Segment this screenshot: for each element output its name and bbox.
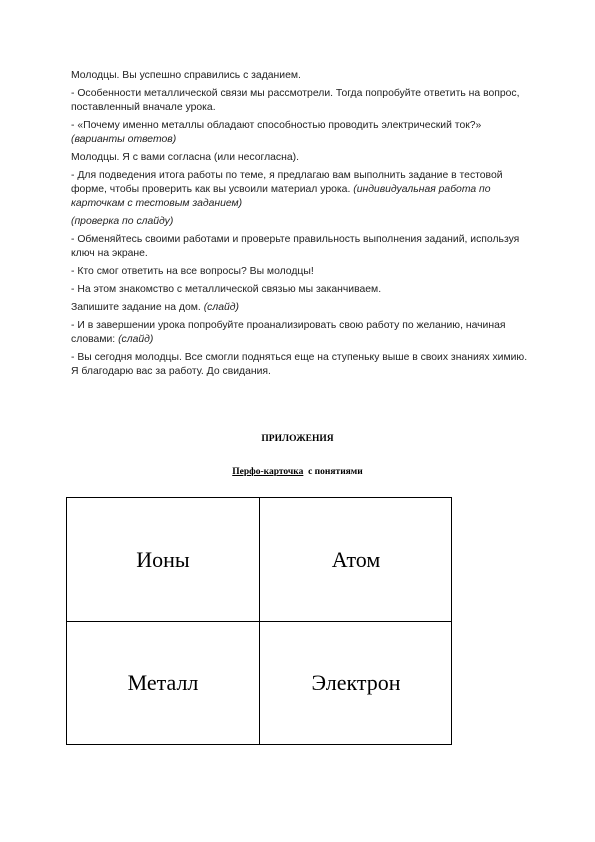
- card-title: [0, 467, 595, 477]
- paragraph: [71, 233, 531, 261]
- card-title-rest: с понятиями: [303, 467, 363, 477]
- paragraph: [71, 283, 531, 297]
- paragraph: [71, 301, 531, 315]
- paragraph-note: (слайд): [118, 334, 154, 345]
- paragraph-note: (слайд): [203, 302, 239, 313]
- card-cell-atom: Атом: [260, 498, 452, 622]
- paragraph-text: - Кто смог ответить на все вопросы? Вы молодцы!: [71, 266, 314, 277]
- paragraph-text: Запишите задание на дом.: [71, 302, 201, 313]
- card-cell-metal: Металл: [67, 622, 260, 744]
- paragraph-text: - Для подведения итога работы по теме, я предлагаю вам выполнить задание в тестовой форме, чтобы проверить как вы усвоили материал урока.: [71, 170, 503, 195]
- paragraph: [71, 265, 531, 279]
- concept-card-table: [66, 497, 452, 745]
- paragraph-note: (проверка по слайду): [71, 216, 174, 227]
- card-cell-electron: Электрон: [311, 670, 401, 695]
- paragraph-text: Молодцы. Вы успешно справились с заданием.: [71, 70, 301, 81]
- paragraph-note: (индивидуальная работа по карточкам с тестовым заданием): [71, 184, 491, 209]
- paragraph: [71, 87, 531, 115]
- paragraph-text: - Вы сегодня молодцы. Все смогли подняться еще на ступеньку выше в своих знаниях химию. Я благодарю вас за работу. До свидания.: [71, 352, 528, 377]
- paragraph-text: - Особенности металлической связи мы рассмотрели. Тогда попробуйте ответить на вопрос, поставленный вначале урока.: [71, 88, 520, 113]
- paragraph: [71, 215, 531, 229]
- paragraph: [71, 351, 531, 379]
- paragraph-text: - Обменяйтесь своими работами и проверьте правильность выполнения заданий, используя ключ на экране.: [71, 234, 520, 259]
- paragraph-text: - «Почему именно металлы обладают способностью проводить электрический ток?»: [71, 120, 482, 131]
- card-cell-ions: Ионы: [67, 498, 260, 622]
- paragraph: [71, 69, 531, 83]
- paragraph-text: Молодцы. Я с вами согласна (или несогласна).: [71, 152, 299, 163]
- paragraph: [71, 151, 531, 165]
- paragraph-text: - На этом знакомство с металлической связью мы заканчиваем.: [71, 284, 382, 295]
- paragraph: [71, 119, 531, 147]
- card-title-underlined: Перфо-карточка: [232, 467, 304, 477]
- paragraph-note: (варианты ответов): [71, 134, 177, 145]
- paragraph: [71, 169, 531, 211]
- paragraph-text: - И в завершении урока попробуйте проанализировать свою работу по желанию, начиная словами:: [71, 320, 506, 345]
- lesson-text: [71, 69, 531, 383]
- appendix-title: ПРИЛОЖЕНИЯ: [261, 434, 334, 444]
- paragraph: [71, 319, 531, 347]
